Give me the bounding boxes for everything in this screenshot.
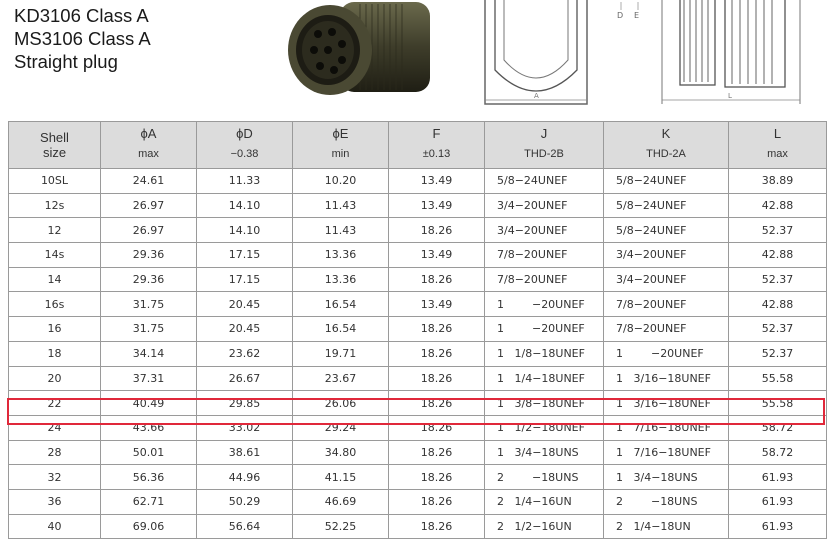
table-cell: 2 1/4−18UN <box>604 514 729 539</box>
header-sub: THD-2A <box>646 148 686 160</box>
header-label: ϕD <box>236 126 253 141</box>
table-cell: 13.36 <box>293 267 389 292</box>
table-cell: 14s <box>9 243 101 268</box>
table-cell: 17.15 <box>197 243 293 268</box>
table-cell: 52.37 <box>729 267 827 292</box>
connector-photo <box>280 0 440 108</box>
table-cell: 18.26 <box>389 317 485 342</box>
table-cell: 18.26 <box>389 267 485 292</box>
table-cell: 13.49 <box>389 169 485 194</box>
table-cell: 52.37 <box>729 341 827 366</box>
table-cell: 61.93 <box>729 514 827 539</box>
title-line-2: MS3106 Class A <box>14 28 151 49</box>
table-cell: 14 <box>9 267 101 292</box>
table-cell: 26.06 <box>293 391 389 416</box>
table-cell: 2 1/2−16UN <box>485 514 604 539</box>
table-cell: 52.37 <box>729 218 827 243</box>
product-title <box>14 4 151 73</box>
table-cell: 17.15 <box>197 267 293 292</box>
header-label: J <box>540 126 548 141</box>
header-shell-size-label: Shell size <box>40 130 69 160</box>
table-cell: 1 3/16−18UNEF <box>604 366 729 391</box>
table-row <box>9 465 827 490</box>
table-cell: 26.97 <box>101 218 197 243</box>
table-cell: 29.36 <box>101 267 197 292</box>
table-cell: 26.97 <box>101 193 197 218</box>
table-cell: 7/8−20UNEF <box>485 243 604 268</box>
table-cell: 1 3/4−18UNS <box>604 465 729 490</box>
table-row <box>9 341 827 366</box>
table-cell: 44.96 <box>197 465 293 490</box>
table-cell: 11.33 <box>197 169 293 194</box>
table-row <box>9 292 827 317</box>
table-cell: 18.26 <box>389 366 485 391</box>
dimension-a-label: A <box>534 92 539 100</box>
table-row <box>9 169 827 194</box>
table-cell: 20 <box>9 366 101 391</box>
table-cell: 52.25 <box>293 514 389 539</box>
table-cell: 5/8−24UNEF <box>604 169 729 194</box>
table-cell: 58.72 <box>729 415 827 440</box>
header-sub: −0.38 <box>230 148 259 160</box>
table-cell: 5/8−24UNEF <box>604 218 729 243</box>
header-col-f <box>389 122 485 169</box>
table-cell: 10SL <box>9 169 101 194</box>
dimension-l-label: L <box>728 92 732 100</box>
header-col-a <box>101 122 197 169</box>
table-cell: 24 <box>9 415 101 440</box>
table-body <box>9 169 827 539</box>
table-row <box>9 317 827 342</box>
table-cell: 33.02 <box>197 415 293 440</box>
table-cell: 34.80 <box>293 440 389 465</box>
table-cell: 13.49 <box>389 243 485 268</box>
header-col-k <box>604 122 729 169</box>
table-cell: 34.14 <box>101 341 197 366</box>
table-cell: 52.37 <box>729 317 827 342</box>
header-col-l <box>729 122 827 169</box>
table-row <box>9 267 827 292</box>
table-cell: 29.36 <box>101 243 197 268</box>
side-view-drawing <box>610 0 815 108</box>
table-cell: 3/4−20UNEF <box>485 193 604 218</box>
header-label: ϕE <box>332 126 349 141</box>
table-cell: 3/4−20UNEF <box>604 267 729 292</box>
table-cell: 7/8−20UNEF <box>604 292 729 317</box>
table-cell: 20.45 <box>197 317 293 342</box>
table-cell: 5/8−24UNEF <box>485 169 604 194</box>
table-cell: 18.26 <box>389 514 485 539</box>
header-sub: min <box>331 148 350 160</box>
table-cell: 18.26 <box>389 489 485 514</box>
table-cell: 13.49 <box>389 292 485 317</box>
table-cell: 40.49 <box>101 391 197 416</box>
table-cell: 19.71 <box>293 341 389 366</box>
table-row <box>9 391 827 416</box>
table-cell: 46.69 <box>293 489 389 514</box>
table-cell: 16.54 <box>293 317 389 342</box>
table-cell: 62.71 <box>101 489 197 514</box>
table-cell: 11.43 <box>293 193 389 218</box>
header-col-d <box>197 122 293 169</box>
table-cell: 2 −18UNS <box>485 465 604 490</box>
header-label: ϕA <box>140 126 157 141</box>
table-row <box>9 193 827 218</box>
table-cell: 43.66 <box>101 415 197 440</box>
table-cell: 16s <box>9 292 101 317</box>
table-cell: 1 −20UNEF <box>485 292 604 317</box>
table-cell: 41.15 <box>293 465 389 490</box>
table-cell: 42.88 <box>729 193 827 218</box>
table-cell: 56.64 <box>197 514 293 539</box>
title-line-3: Straight plug <box>14 51 118 72</box>
table-cell: 1 3/8−18UNEF <box>485 391 604 416</box>
table-cell: 42.88 <box>729 243 827 268</box>
table-cell: 31.75 <box>101 292 197 317</box>
table-cell: 61.93 <box>729 489 827 514</box>
table-cell: 3/4−20UNEF <box>604 243 729 268</box>
table-cell: 12s <box>9 193 101 218</box>
table-cell: 38.61 <box>197 440 293 465</box>
table-cell: 18.26 <box>389 415 485 440</box>
table-cell: 50.29 <box>197 489 293 514</box>
table-cell: 13.36 <box>293 243 389 268</box>
table-cell: 7/8−20UNEF <box>485 267 604 292</box>
header-label: K <box>661 126 671 141</box>
table-row <box>9 366 827 391</box>
table-cell: 18.26 <box>389 391 485 416</box>
header-sub: max <box>138 148 159 160</box>
header-sub: THD-2B <box>524 148 564 160</box>
table-cell: 20.45 <box>197 292 293 317</box>
table-cell: 18.26 <box>389 440 485 465</box>
table-cell: 2 −18UNS <box>604 489 729 514</box>
table-row <box>9 514 827 539</box>
table-cell: 5/8−24UNEF <box>604 193 729 218</box>
table-cell: 18 <box>9 341 101 366</box>
table-cell: 31.75 <box>101 317 197 342</box>
table-cell: 3/4−20UNEF <box>485 218 604 243</box>
table-row <box>9 415 827 440</box>
table-cell: 28 <box>9 440 101 465</box>
table-cell: 42.88 <box>729 292 827 317</box>
table-cell: 13.49 <box>389 193 485 218</box>
table-cell: 36 <box>9 489 101 514</box>
table-cell: 58.72 <box>729 440 827 465</box>
table-cell: 7/8−20UNEF <box>604 317 729 342</box>
table-cell: 2 1/4−16UN <box>485 489 604 514</box>
table-cell: 1 1/8−18UNEF <box>485 341 604 366</box>
dimensions-table <box>8 121 827 539</box>
table-cell: 1 −20UNEF <box>485 317 604 342</box>
table-cell: 69.06 <box>101 514 197 539</box>
title-line-1: KD3106 Class A <box>14 5 149 26</box>
table-cell: 40 <box>9 514 101 539</box>
end-view-drawing <box>478 0 598 108</box>
table-cell: 10.20 <box>293 169 389 194</box>
table-cell: 11.43 <box>293 218 389 243</box>
table-cell: 32 <box>9 465 101 490</box>
table-cell: 24.61 <box>101 169 197 194</box>
table-cell: 61.93 <box>729 465 827 490</box>
table-cell: 1 3/4−18UNS <box>485 440 604 465</box>
table-row <box>9 218 827 243</box>
table-row <box>9 489 827 514</box>
table-cell: 18.26 <box>389 465 485 490</box>
header-sub: ±0.13 <box>422 148 451 160</box>
table-cell: 56.36 <box>101 465 197 490</box>
table-cell: 18.26 <box>389 341 485 366</box>
table-cell: 22 <box>9 391 101 416</box>
table-cell: 37.31 <box>101 366 197 391</box>
table-cell: 50.01 <box>101 440 197 465</box>
table-cell: 16 <box>9 317 101 342</box>
header-col-j <box>485 122 604 169</box>
table-cell: 14.10 <box>197 193 293 218</box>
table-row <box>9 440 827 465</box>
table-cell: 16.54 <box>293 292 389 317</box>
header-label: L <box>773 126 782 141</box>
header-shell-size <box>9 122 101 169</box>
header-label: F <box>432 126 441 141</box>
table-cell: 55.58 <box>729 366 827 391</box>
table-cell: 18.26 <box>389 218 485 243</box>
table-cell: 1 3/16−18UNEF <box>604 391 729 416</box>
header-sub: max <box>767 148 788 160</box>
header-col-e <box>293 122 389 169</box>
table-cell: 55.58 <box>729 391 827 416</box>
table-cell: 26.67 <box>197 366 293 391</box>
table-cell: 1 1/2−18UNEF <box>485 415 604 440</box>
dimension-e-label: E <box>634 11 640 20</box>
table-cell: 38.89 <box>729 169 827 194</box>
table-cell: 23.67 <box>293 366 389 391</box>
table-header-row <box>9 122 827 169</box>
dimension-d-label: D <box>617 11 624 20</box>
table-cell: 29.85 <box>197 391 293 416</box>
table-cell: 14.10 <box>197 218 293 243</box>
table-cell: 23.62 <box>197 341 293 366</box>
table-cell: 1 7/16−18UNEF <box>604 415 729 440</box>
table-cell: 12 <box>9 218 101 243</box>
table-cell: 1 1/4−18UNEF <box>485 366 604 391</box>
table-row <box>9 243 827 268</box>
table-cell: 1 −20UNEF <box>604 341 729 366</box>
table-cell: 29.24 <box>293 415 389 440</box>
table-cell: 1 7/16−18UNEF <box>604 440 729 465</box>
